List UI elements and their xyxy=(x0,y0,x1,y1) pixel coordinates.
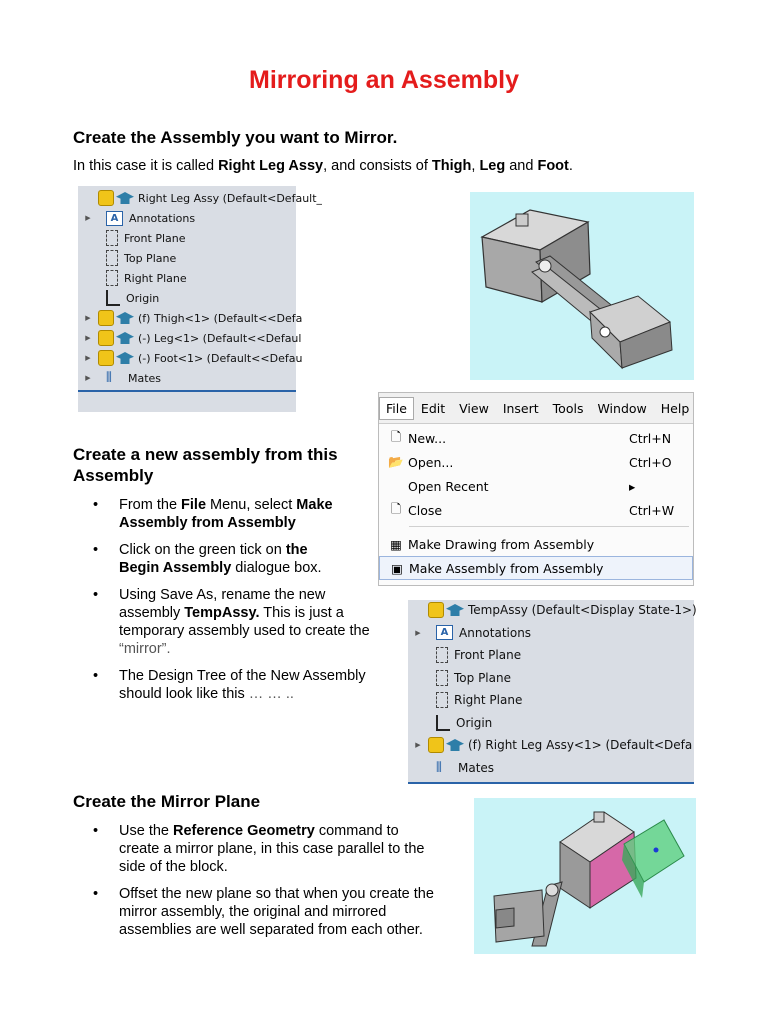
tree-item[interactable] xyxy=(78,228,186,248)
menu-insert[interactable]: Insert xyxy=(502,400,539,416)
menu-view[interactable]: View xyxy=(459,400,489,416)
tree-item-label: Top Plane xyxy=(454,670,511,685)
assembly-3d-view xyxy=(470,192,694,380)
tree-item-label: TempAssy (Default<Display State-1>) xyxy=(468,603,697,617)
step-offset-plane: • Offset the new plane so that when you create the mirror assembly, the original and mirrored assemblies are well separated from each other. xyxy=(73,885,473,939)
tree-item[interactable] xyxy=(408,645,521,665)
menu-bar xyxy=(379,393,693,424)
file-menu-screenshot xyxy=(378,392,694,586)
menu-item[interactable] xyxy=(379,533,693,555)
plane-icon xyxy=(436,692,448,708)
mates-icon: ⫴ xyxy=(436,759,442,776)
menu-item-shortcut: Ctrl+O xyxy=(629,454,672,470)
plane-icon xyxy=(106,230,118,246)
menu-item-shortcut: Ctrl+W xyxy=(629,502,675,518)
step-file-menu: • From the File Menu, select Make Assembly from Assembly xyxy=(73,496,403,532)
expand-arrow-icon[interactable]: ▶ xyxy=(85,334,91,342)
plane-icon xyxy=(106,250,118,266)
step-design-tree: • The Design Tree of the New Assembly should look like this … … .. xyxy=(73,667,403,703)
expand-arrow-icon[interactable]: ▶ xyxy=(85,374,91,382)
tree-item-label: Origin xyxy=(456,715,493,730)
menu-help[interactable]: Help xyxy=(660,400,690,416)
tree-item[interactable] xyxy=(408,735,692,755)
expand-arrow-icon[interactable]: ▶ xyxy=(85,214,91,222)
tree-item[interactable] xyxy=(78,348,302,368)
menu-edit[interactable]: Edit xyxy=(420,400,446,416)
tree-item-label: Front Plane xyxy=(454,648,522,662)
tree-item[interactable] xyxy=(78,268,187,288)
tree-item-label: (f) Right Leg Assy<1> (Default<Defa xyxy=(468,738,693,752)
expand-arrow-icon[interactable]: ▶ xyxy=(415,741,421,749)
tree-item-label: Top Plane xyxy=(124,251,177,265)
menu-item-shortcut: ▸ xyxy=(629,478,636,494)
tree-item-label: Origin xyxy=(126,291,160,305)
part-icon xyxy=(98,330,134,346)
tree-item-label: (f) Thigh<1> (Default<<Defa xyxy=(138,311,303,325)
close-file-icon: 🗋 xyxy=(390,500,402,516)
menu-item[interactable] xyxy=(379,499,693,521)
tree-item[interactable] xyxy=(408,668,511,688)
expand-arrow-icon[interactable]: ▶ xyxy=(85,354,91,362)
section-heading-new-assembly: Create a new assembly from this Assembly xyxy=(73,445,338,485)
tree-item[interactable] xyxy=(78,288,159,308)
feature-tree-tempassy xyxy=(408,600,697,782)
new-file-icon: 🗋 xyxy=(390,428,402,444)
mirror-plane-drawing xyxy=(474,798,696,954)
assembly-icon xyxy=(98,190,134,206)
tree-item[interactable] xyxy=(408,713,492,733)
assembly-icon xyxy=(428,602,464,618)
menu-item-label: Close xyxy=(408,502,443,518)
assembly-icon: ▣ xyxy=(391,560,403,576)
tree-item-label: Annotations xyxy=(129,211,196,225)
tree-item-label: Annotations xyxy=(459,625,532,640)
tree-item[interactable] xyxy=(408,600,697,620)
menu-separator xyxy=(409,526,689,527)
tree-item-label: Mates xyxy=(128,371,162,385)
tree-bottom-border xyxy=(78,390,296,392)
tree-item-label: Front Plane xyxy=(124,231,186,245)
menu-item[interactable] xyxy=(379,427,693,449)
menu-item-shortcut: Ctrl+N xyxy=(629,430,672,446)
steps-list-mirror-plane xyxy=(73,822,473,948)
page-title: Mirroring an Assembly xyxy=(249,66,519,94)
tree-item-label: Right Leg Assy (Default<Default_ xyxy=(138,191,323,205)
plane-icon xyxy=(436,670,448,686)
feature-tree-right-leg-assy xyxy=(78,186,323,412)
mirror-plane-3d-view xyxy=(474,798,696,954)
plane-icon xyxy=(106,270,118,286)
step-save-as: • Using Save As, rename the new assembly TempAssy. This is just a temporary assembly used to create the “mirror”. xyxy=(73,586,403,658)
tree-item[interactable] xyxy=(78,368,161,388)
tree-item[interactable] xyxy=(78,308,302,328)
menu-item[interactable] xyxy=(379,451,693,473)
menu-item-label: New... xyxy=(408,430,447,446)
mates-icon: ⫴ xyxy=(106,370,112,386)
plane-icon xyxy=(436,647,448,663)
tree-item[interactable] xyxy=(408,623,531,643)
tree-item-label: Right Plane xyxy=(454,693,523,707)
tree-item-label: Mates xyxy=(458,760,495,775)
drawing-icon: ▦ xyxy=(390,536,402,552)
step-green-tick: • Click on the green tick on the Begin Assembly dialogue box. xyxy=(73,541,403,577)
menu-item-label: Open... xyxy=(408,454,454,470)
menu-tools[interactable]: Tools xyxy=(552,400,584,416)
tree-item[interactable] xyxy=(408,690,522,710)
section-heading-mirror-plane: Create the Mirror Plane xyxy=(73,792,261,811)
menu-item[interactable] xyxy=(379,475,693,497)
intro-paragraph: In this case it is called Right Leg Assy, and consists of Thigh, Leg and Foot. xyxy=(73,158,573,174)
tree-item[interactable] xyxy=(78,248,176,268)
part-icon xyxy=(98,350,134,366)
origin-icon xyxy=(106,290,120,306)
expand-arrow-icon[interactable]: ▶ xyxy=(415,628,421,637)
tree-item[interactable] xyxy=(408,758,494,778)
menu-item-label: Make Drawing from Assembly xyxy=(408,536,595,552)
tree-item[interactable] xyxy=(78,188,322,208)
step-reference-geometry: • Use the Reference Geometry command to create a mirror plane, in this case parallel to the side of the block. xyxy=(73,822,473,876)
section-heading-create-assembly: Create the Assembly you want to Mirror. xyxy=(73,128,398,147)
menu-item-label: Make Assembly from Assembly xyxy=(409,560,604,576)
tree-item[interactable] xyxy=(78,208,195,228)
menu-item-label: Open Recent xyxy=(408,478,489,494)
part-icon xyxy=(98,310,134,326)
menu-file[interactable]: File xyxy=(379,397,414,420)
origin-icon xyxy=(436,715,450,731)
annotations-icon: A xyxy=(436,625,453,640)
open-folder-icon: 📂 xyxy=(388,454,404,469)
tree-item-label: (-) Foot<1> (Default<<Defau xyxy=(138,351,303,365)
part-icon xyxy=(428,737,464,753)
menu-item[interactable] xyxy=(379,556,693,580)
menu-window[interactable]: Window xyxy=(597,400,647,416)
steps-list-new-assembly xyxy=(73,496,403,712)
tree-item[interactable] xyxy=(78,328,301,348)
tree-bottom-border xyxy=(408,782,694,784)
tree-item-label: (-) Leg<1> (Default<<Defaul xyxy=(138,331,302,345)
leg-assembly-drawing xyxy=(470,192,694,380)
expand-arrow-icon[interactable]: ▶ xyxy=(85,314,91,322)
annotations-icon: A xyxy=(106,211,123,226)
tree-item-label: Right Plane xyxy=(124,271,187,285)
